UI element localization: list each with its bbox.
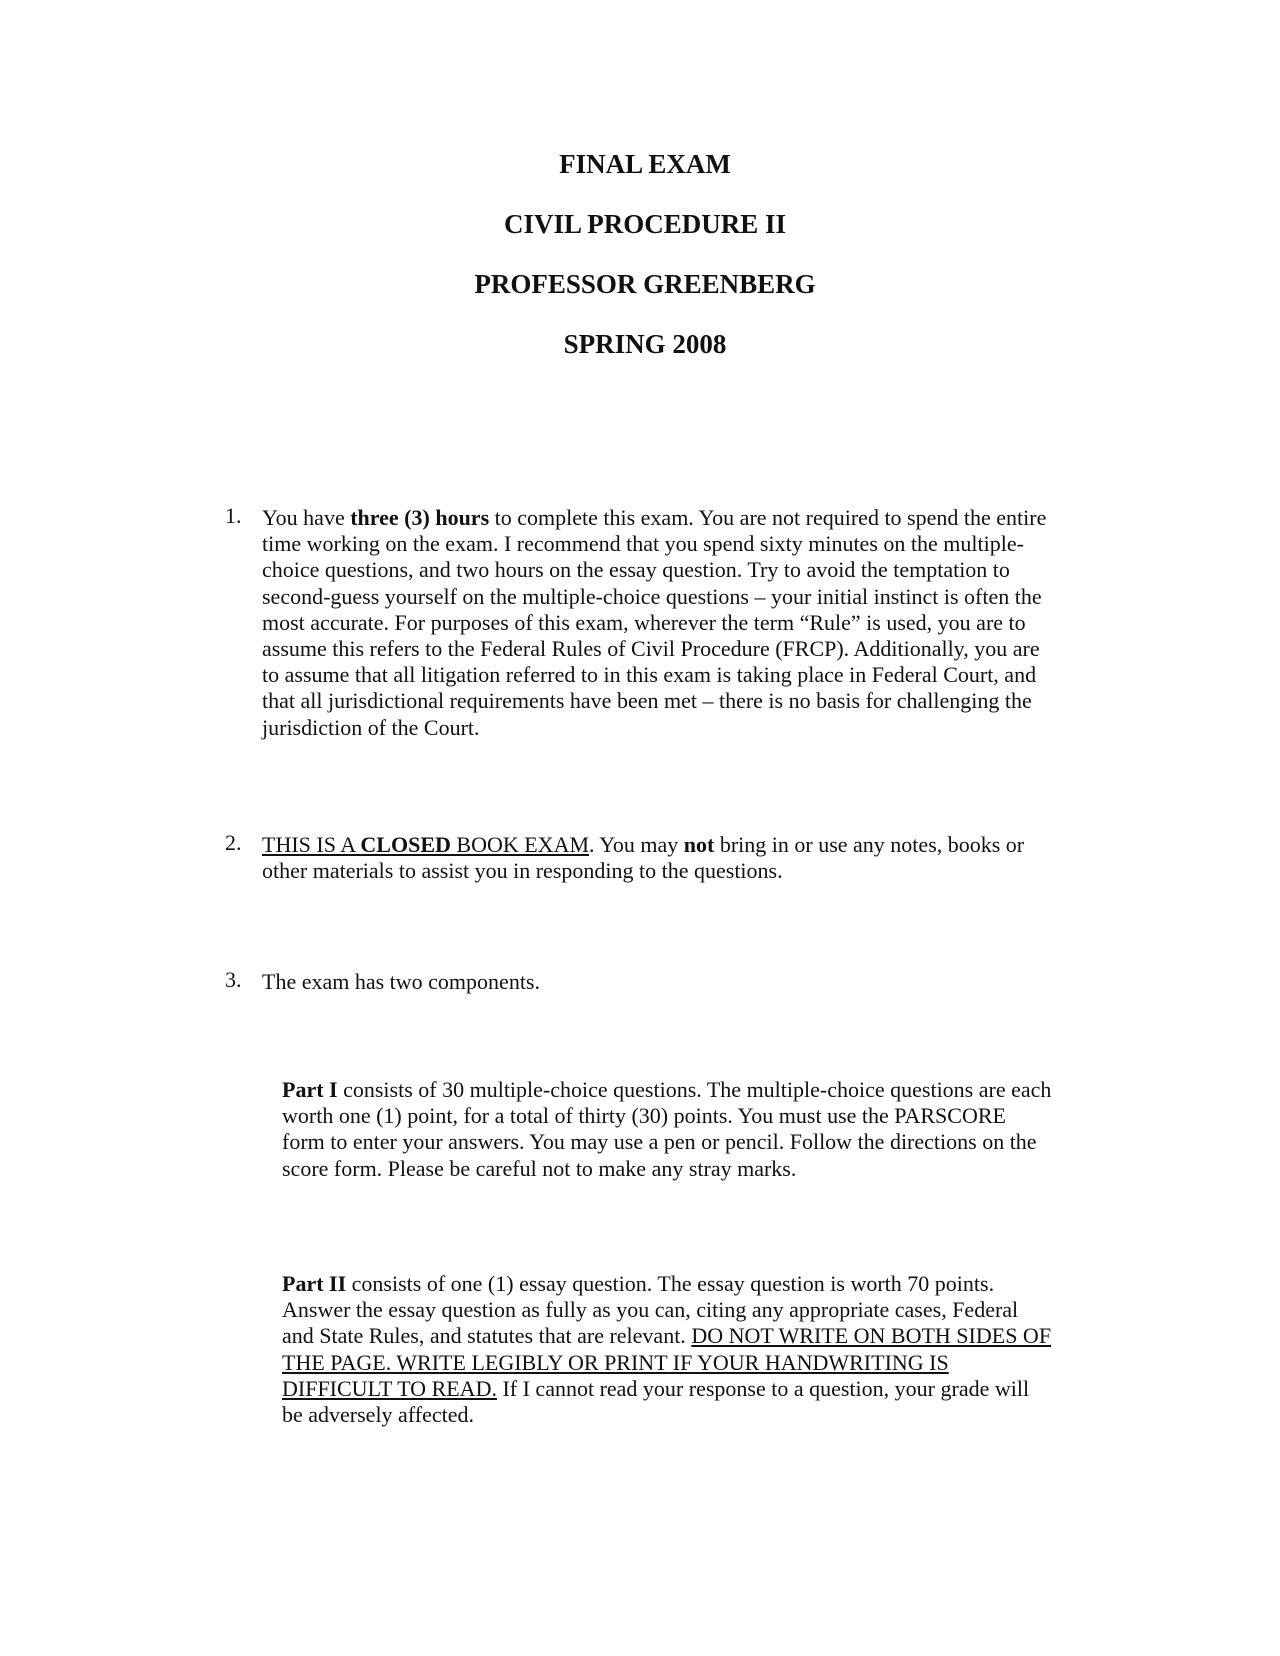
part-1-description (282, 1077, 1102, 1182)
instruction-item-1 (262, 505, 1092, 741)
item2-line-1: THIS IS A CLOSED BOOK EXAM. You may not bring in or use any notes, books or (262, 832, 1025, 857)
item1-line-1: You have three (3) hours to complete this exam. You are not required to spend the entire (262, 505, 1047, 530)
item3-line-1: The exam has two components. (262, 969, 540, 994)
item2-line-2: other materials to assist you in responding to the questions. (262, 858, 783, 884)
item-number-2: 2. (225, 830, 242, 855)
part2-line-5: DIFFICULT TO READ. If I cannot read your response to a question, your grade will (282, 1375, 1030, 1401)
part-1-label: Part I (282, 1077, 338, 1102)
item1-line-8: that all jurisdictional requirements have been met – there is no basis for challenging the (262, 688, 1032, 714)
item1-line-2: time working on the exam. I recommend that you spend sixty minutes on the multiple- (262, 531, 1024, 557)
part2-line-1: Part II consists of one (1) essay question. The essay question is worth 70 points. (282, 1271, 995, 1296)
instruction-item-3 (262, 969, 1092, 995)
part-2-description (282, 1271, 1102, 1428)
course-name: CIVIL PROCEDURE II (503, 209, 787, 239)
part1-line-2: worth one (1) point, for a total of thirty (30) points. You must use the PARSCORE (282, 1103, 1006, 1129)
part-2-label: Part II (282, 1271, 347, 1296)
item1-line-9: jurisdiction of the Court. (262, 714, 480, 740)
part2-line-4: THE PAGE. WRITE LEGIBLY OR PRINT IF YOUR HANDWRITING IS (282, 1349, 949, 1375)
part1-line-1: Part I consists of 30 multiple-choice questions. The multiple-choice questions are each (282, 1077, 1052, 1102)
part2-line-6: be adversely affected. (282, 1402, 474, 1428)
exam-term: SPRING 2008 (563, 329, 727, 359)
part2-line-3: and State Rules, and statutes that are relevant. DO NOT WRITE ON BOTH SIDES OF (282, 1323, 1052, 1349)
item1-line-7: to assume that all litigation referred to in this exam is taking place in Federal Court, and (262, 662, 1037, 688)
item1-line-6: assume this refers to the Federal Rules of Civil Procedure (FRCP). Additionally, you are (262, 636, 1040, 662)
part2-line-2: Answer the essay question as fully as you can, citing any appropriate cases, Federal (282, 1297, 1019, 1323)
item-number-3: 3. (225, 967, 242, 992)
item1-line-5: most accurate. For purposes of this exam, wherever the term “Rule” is used, you are to (262, 609, 1026, 635)
part1-line-4: score form. Please be careful not to make any stray marks. (282, 1155, 797, 1181)
professor-name: PROFESSOR GREENBERG (474, 269, 816, 299)
item-number-1: 1. (225, 503, 242, 528)
item1-line-4: second-guess yourself on the multiple-choice questions – your initial instinct is often the (262, 583, 1042, 609)
part1-line-3: form to enter your answers. You may use a pen or pencil. Follow the directions on the (282, 1129, 1037, 1155)
exam-title: FINAL EXAM (559, 149, 731, 179)
item1-line-3: choice questions, and two hours on the essay question. Try to avoid the temptation to (262, 557, 1010, 583)
instruction-item-2 (262, 832, 1092, 884)
closed-book-notice: THIS IS A CLOSED BOOK EXAM (262, 832, 590, 857)
